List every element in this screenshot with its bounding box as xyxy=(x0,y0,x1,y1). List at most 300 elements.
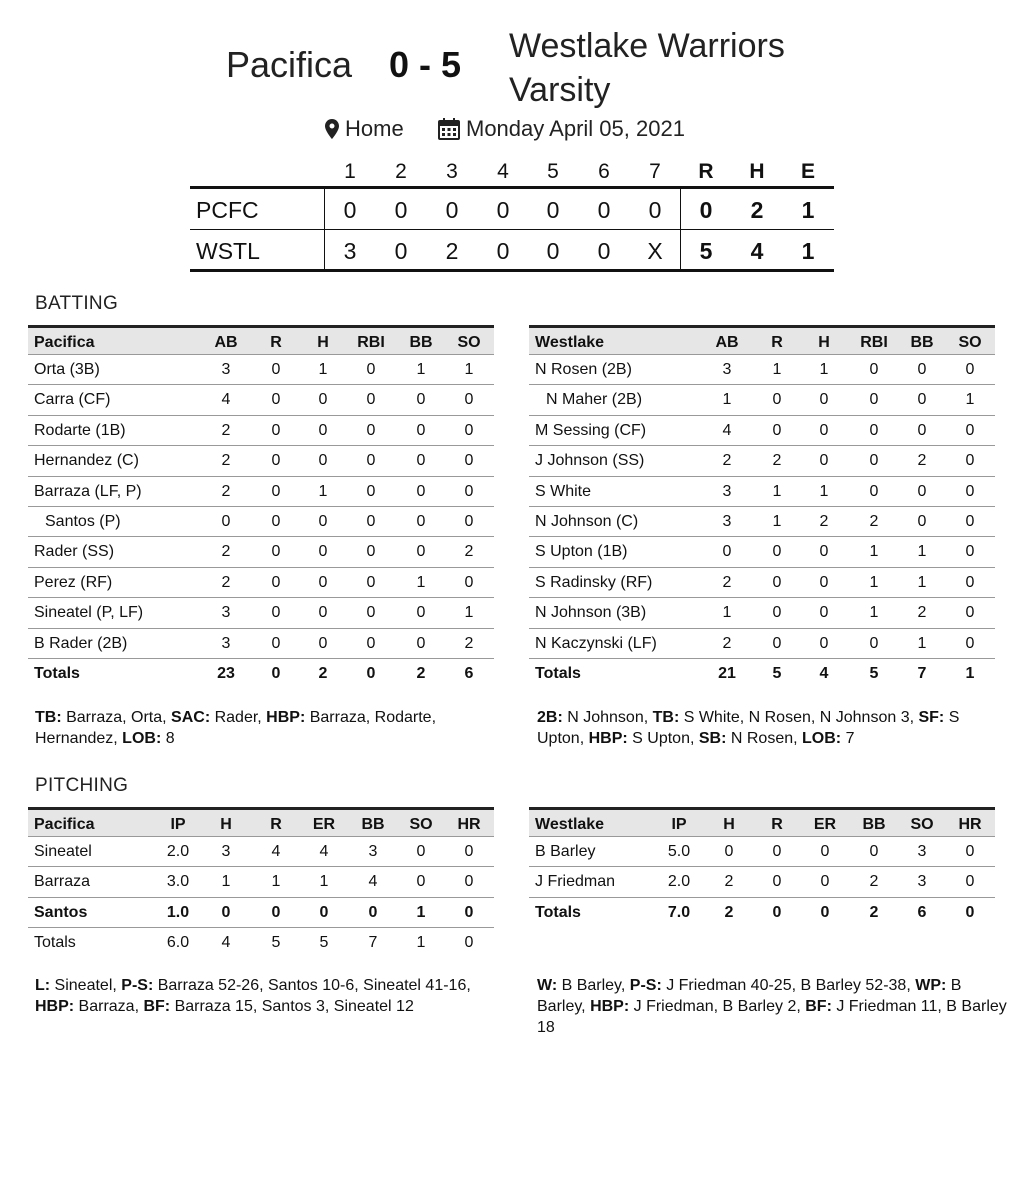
stat-r: 0 xyxy=(772,634,782,652)
batting-pacifica-row xyxy=(28,537,494,567)
final-score: 0 - 5 xyxy=(389,44,462,85)
column-header-team: Westlake xyxy=(535,816,605,833)
batting-westlake-row xyxy=(529,385,995,415)
stat-so: 0 xyxy=(464,391,474,409)
stat-rbi: 0 xyxy=(366,512,376,530)
player-name: Santos (P) xyxy=(45,512,121,530)
pitching-title: PITCHING xyxy=(35,775,129,796)
stat-r: 0 xyxy=(772,843,782,860)
inning-score: 0 xyxy=(445,197,459,223)
stat-bb: 1 xyxy=(416,361,426,378)
home-team-name: Pacifica xyxy=(226,44,353,85)
player-name: Hernandez (C) xyxy=(34,452,139,470)
stat-bb: 0 xyxy=(869,843,879,860)
stat-r: 0 xyxy=(772,903,782,921)
stat-so: 1 xyxy=(464,361,474,378)
pitching-pacifica-row xyxy=(28,867,494,897)
note-value: Barraza 15, Santos 3, Sineatel 12 xyxy=(170,998,414,1015)
batting-westlake-row xyxy=(529,446,995,476)
stat-bb: 1 xyxy=(416,573,426,591)
stat-r: 4 xyxy=(271,843,281,860)
stat-so: 0 xyxy=(965,452,975,470)
note-value: Sineatel, xyxy=(50,977,122,994)
location xyxy=(325,116,404,142)
stat-ab: 3 xyxy=(722,482,732,500)
stat-ip: 3.0 xyxy=(166,873,190,891)
game-header xyxy=(0,0,1031,110)
map-pin-icon xyxy=(325,119,339,139)
note-value: J Friedman 40-25, B Barley 52-38, xyxy=(661,977,916,994)
stat-rbi: 0 xyxy=(869,482,879,500)
inning-score: 3 xyxy=(343,238,357,264)
stat-h: 2 xyxy=(318,664,328,682)
stat-rbi: 0 xyxy=(869,361,879,378)
stat-hr: 0 xyxy=(965,903,975,921)
stat-ab: 3 xyxy=(221,634,231,652)
stat-h: 0 xyxy=(318,421,328,439)
stat-er: 0 xyxy=(319,903,329,921)
player-name: N Kaczynski (LF) xyxy=(535,634,657,652)
stat-rbi: 0 xyxy=(366,391,376,409)
stat-so: 0 xyxy=(965,604,975,622)
note-key: SB: xyxy=(698,730,727,747)
column-header-r: R xyxy=(771,816,783,833)
stat-r: 0 xyxy=(271,634,281,652)
stat-ip: 7.0 xyxy=(667,903,691,921)
stat-bb: 1 xyxy=(917,634,927,652)
note-key: SF: xyxy=(918,709,945,726)
stat-ip: 2.0 xyxy=(667,873,691,891)
team-abbr: PCFC xyxy=(196,197,259,223)
player-name: B Barley xyxy=(535,843,596,860)
stat-r: 5 xyxy=(772,664,782,682)
stat-ab: 4 xyxy=(221,391,231,409)
inning-header: 5 xyxy=(547,160,559,183)
player-name: J Johnson (SS) xyxy=(535,452,645,470)
player-name: Rader (SS) xyxy=(34,543,115,561)
stat-bb: 0 xyxy=(416,604,426,622)
column-header-h: H xyxy=(818,334,830,351)
column-header-bb: BB xyxy=(409,334,433,351)
stat-so: 0 xyxy=(464,421,474,439)
stat-r: 0 xyxy=(271,361,281,378)
note-value: B Barley, xyxy=(537,977,962,1015)
inning-header: 2 xyxy=(395,160,407,183)
totals-label: Totals xyxy=(535,903,581,921)
stat-r: 0 xyxy=(271,452,281,470)
hits-total: 2 xyxy=(750,197,764,223)
location-label: Home xyxy=(345,116,404,141)
pitching-notes-pacifica xyxy=(35,975,505,1017)
stat-so: 0 xyxy=(416,873,426,891)
totals-label: Totals xyxy=(34,664,80,682)
stat-r: 0 xyxy=(772,421,782,439)
game-meta xyxy=(0,116,1031,146)
player-name: N Johnson (C) xyxy=(535,512,639,530)
batting-pacifica-row xyxy=(28,568,494,598)
stat-bb: 2 xyxy=(416,664,426,682)
note-key: HBP: xyxy=(266,709,306,726)
note-key: LOB: xyxy=(122,730,162,747)
note-value: 7 xyxy=(841,730,855,747)
stat-bb: 1 xyxy=(917,573,927,591)
stat-ip: 2.0 xyxy=(166,843,190,860)
stat-so: 0 xyxy=(965,634,975,652)
line-score-header xyxy=(190,158,834,186)
stat-r: 2 xyxy=(772,452,782,470)
stat-bb: 7 xyxy=(917,664,927,682)
stat-er: 5 xyxy=(319,934,329,952)
stat-so: 0 xyxy=(464,482,474,500)
note-key: TB: xyxy=(652,709,680,726)
errors-header: E xyxy=(800,160,815,183)
player-name: S Upton (1B) xyxy=(535,543,628,561)
column-header-team: Westlake xyxy=(535,334,605,351)
column-header-r: R xyxy=(270,816,282,833)
batting-notes-pacifica xyxy=(35,707,505,749)
stat-h: 0 xyxy=(819,421,829,439)
stat-so: 0 xyxy=(464,452,474,470)
stat-r: 0 xyxy=(772,604,782,622)
stat-rbi: 1 xyxy=(869,604,879,622)
stat-so: 1 xyxy=(965,391,975,409)
stat-h: 0 xyxy=(819,391,829,409)
player-name: B Rader (2B) xyxy=(34,634,128,652)
pitching-pacifica-row xyxy=(28,898,494,928)
totals-label: Totals xyxy=(34,934,76,952)
note-value: S Upton, xyxy=(537,709,960,747)
column-header-so: SO xyxy=(409,816,433,833)
line-score-row-pcfc xyxy=(190,189,834,229)
stat-rbi: 0 xyxy=(869,421,879,439)
stat-ip: 6.0 xyxy=(166,934,190,952)
stat-r: 0 xyxy=(271,664,281,682)
inning-header: 4 xyxy=(497,160,509,183)
batting-westlake-row xyxy=(529,507,995,537)
stat-bb: 0 xyxy=(416,634,426,652)
column-header-so: SO xyxy=(457,334,481,351)
stat-ip: 1.0 xyxy=(166,903,190,921)
note-key: L: xyxy=(35,977,51,994)
player-name: Perez (RF) xyxy=(34,573,113,591)
stat-ab: 4 xyxy=(722,421,732,439)
note-value: Barraza 52-26, Santos 10-6, Sineatel 41-16, xyxy=(153,977,471,994)
inning-score: 0 xyxy=(546,197,560,223)
inning-score: 0 xyxy=(394,238,408,264)
stat-r: 0 xyxy=(271,573,281,591)
column-header-team: Pacifica xyxy=(34,816,95,833)
stat-so: 2 xyxy=(464,634,474,652)
note-key: P-S: xyxy=(121,977,154,994)
inning-header: 7 xyxy=(649,160,661,183)
stat-r: 1 xyxy=(772,482,782,500)
column-header-ab: AB xyxy=(214,334,238,351)
stat-rbi: 0 xyxy=(366,452,376,470)
stat-r: 1 xyxy=(772,361,782,378)
stat-rbi: 0 xyxy=(869,391,879,409)
stat-bb: 2 xyxy=(869,903,879,921)
line-score-row-wstl xyxy=(190,229,834,269)
column-header-h: H xyxy=(317,334,329,351)
batting-westlake-row xyxy=(529,355,995,385)
inning-score: 0 xyxy=(648,197,662,223)
stat-ab: 3 xyxy=(722,361,732,378)
team-abbr: WSTL xyxy=(196,238,260,264)
batting-pacifica-row xyxy=(28,446,494,476)
stat-bb: 0 xyxy=(368,903,378,921)
stat-ab: 2 xyxy=(221,421,231,439)
stat-so: 1 xyxy=(464,604,474,622)
stat-r: 1 xyxy=(271,873,281,891)
player-name: Rodarte (1B) xyxy=(34,421,126,439)
pitching-notes-westlake xyxy=(537,975,1007,1038)
stat-ab: 1 xyxy=(722,604,732,622)
stat-hr: 0 xyxy=(464,843,474,860)
stat-h: 1 xyxy=(318,361,328,378)
stat-h: 0 xyxy=(318,543,328,561)
player-name: N Rosen (2B) xyxy=(535,361,632,378)
stat-so: 0 xyxy=(965,573,975,591)
stat-bb: 0 xyxy=(917,391,927,409)
note-value: S Upton, xyxy=(627,730,699,747)
stat-ip: 5.0 xyxy=(667,843,691,860)
stat-rbi: 0 xyxy=(366,573,376,591)
column-header-hr: HR xyxy=(457,816,481,833)
batting-pacifica-header-row xyxy=(28,325,494,355)
stat-ab: 3 xyxy=(221,361,231,378)
stat-so: 1 xyxy=(416,934,426,952)
inning-header: 6 xyxy=(598,160,610,183)
stat-r: 1 xyxy=(772,512,782,530)
batting-pacifica-row xyxy=(28,477,494,507)
line-score xyxy=(190,158,834,264)
batting-westlake-row xyxy=(529,568,995,598)
player-name: Barraza xyxy=(34,873,91,891)
column-header-er: ER xyxy=(813,816,837,833)
stat-bb: 0 xyxy=(416,452,426,470)
inning-header: 3 xyxy=(446,160,458,183)
note-value: N Rosen, xyxy=(726,730,803,747)
player-name: M Sessing (CF) xyxy=(535,421,647,439)
pitching-pacifica-row xyxy=(28,837,494,867)
stat-hr: 0 xyxy=(965,843,975,860)
batting-pacifica-row xyxy=(28,598,494,628)
column-header-ip: IP xyxy=(170,816,186,833)
errors-total: 1 xyxy=(801,238,815,264)
calendar-icon xyxy=(438,118,460,140)
player-name: Orta (3B) xyxy=(34,361,100,378)
stat-ab: 2 xyxy=(221,573,231,591)
column-header-hr: HR xyxy=(958,816,982,833)
stat-hr: 0 xyxy=(464,934,474,952)
inning-score: 0 xyxy=(496,238,510,264)
away-team-name: Westlake Warriors Varsity xyxy=(509,27,785,109)
runs-total: 0 xyxy=(699,197,713,223)
stat-hr: 0 xyxy=(965,873,975,891)
stat-rbi: 0 xyxy=(366,482,376,500)
stat-bb: 0 xyxy=(917,361,927,378)
stat-bb: 0 xyxy=(917,482,927,500)
stat-r: 0 xyxy=(772,391,782,409)
errors-total: 1 xyxy=(801,197,815,223)
stat-so: 6 xyxy=(917,903,927,921)
stat-rbi: 0 xyxy=(366,664,376,682)
stat-ab: 0 xyxy=(722,543,732,561)
note-key: LOB: xyxy=(802,730,842,747)
batting-pacifica-totals-row xyxy=(28,659,494,689)
pitching-westlake-row xyxy=(529,837,995,867)
note-key: P-S: xyxy=(629,977,662,994)
stat-ab: 3 xyxy=(221,604,231,622)
player-name: S White xyxy=(535,482,592,500)
batting-pacifica-row xyxy=(28,416,494,446)
pitching-westlake-totals-row xyxy=(529,898,995,928)
stat-r: 0 xyxy=(772,573,782,591)
note-key: BF: xyxy=(143,998,171,1015)
note-value: B Barley, xyxy=(557,977,630,994)
stat-ab: 21 xyxy=(718,664,736,682)
stat-so: 6 xyxy=(464,664,474,682)
stat-bb: 0 xyxy=(917,512,927,530)
stat-rbi: 2 xyxy=(869,512,879,530)
column-header-ip: IP xyxy=(671,816,687,833)
stat-ab: 2 xyxy=(221,482,231,500)
stat-r: 0 xyxy=(772,873,782,891)
batting-westlake-row xyxy=(529,598,995,628)
note-key: HBP: xyxy=(588,730,628,747)
player-name: N Maher (2B) xyxy=(546,391,643,409)
column-header-bb: BB xyxy=(862,816,886,833)
inning-header: 1 xyxy=(344,160,356,183)
note-key: BF: xyxy=(805,998,832,1015)
stat-ab: 2 xyxy=(221,452,231,470)
stat-h: 0 xyxy=(819,604,829,622)
column-header-so: SO xyxy=(910,816,934,833)
batting-pacifica-row xyxy=(28,507,494,537)
stat-er: 4 xyxy=(319,843,329,860)
game-date xyxy=(438,116,685,142)
stat-ab: 3 xyxy=(722,512,732,530)
stat-ab: 1 xyxy=(722,391,732,409)
column-header-bb: BB xyxy=(910,334,934,351)
stat-h: 2 xyxy=(819,512,829,530)
stat-rbi: 0 xyxy=(366,361,376,378)
note-value: 8 xyxy=(161,730,175,747)
stat-so: 3 xyxy=(917,843,927,860)
stat-bb: 2 xyxy=(917,452,927,470)
stat-so: 0 xyxy=(464,573,474,591)
batting-title: BATTING xyxy=(35,293,119,314)
stat-h: 4 xyxy=(819,664,829,682)
column-header-er: ER xyxy=(312,816,336,833)
stat-h: 4 xyxy=(221,934,231,952)
stat-bb: 4 xyxy=(368,873,378,891)
stat-bb: 3 xyxy=(368,843,378,860)
inning-score: 0 xyxy=(343,197,357,223)
inning-score: 0 xyxy=(597,238,611,264)
stat-ab: 2 xyxy=(722,634,732,652)
stat-so: 0 xyxy=(965,512,975,530)
stat-rbi: 0 xyxy=(366,604,376,622)
stat-rbi: 1 xyxy=(869,573,879,591)
date-label: Monday April 05, 2021 xyxy=(466,116,685,141)
stat-so: 1 xyxy=(965,664,975,682)
player-name: N Johnson (3B) xyxy=(535,604,647,622)
stat-r: 0 xyxy=(271,604,281,622)
stat-so: 1 xyxy=(416,903,426,921)
stat-so: 0 xyxy=(965,361,975,378)
column-header-h: H xyxy=(220,816,232,833)
column-header-rbi: RBI xyxy=(357,334,385,351)
stat-rbi: 0 xyxy=(366,421,376,439)
stat-h: 0 xyxy=(819,452,829,470)
stat-h: 2 xyxy=(724,873,734,891)
note-key: WP: xyxy=(915,977,947,994)
stat-bb: 0 xyxy=(416,421,426,439)
stat-h: 1 xyxy=(318,482,328,500)
stat-r: 5 xyxy=(271,934,281,952)
player-name: Santos xyxy=(34,903,88,921)
batting-westlake-row xyxy=(529,416,995,446)
inning-score: X xyxy=(647,238,663,264)
player-name: S Radinsky (RF) xyxy=(535,573,653,591)
stat-rbi: 1 xyxy=(869,543,879,561)
stat-ab: 23 xyxy=(217,664,235,682)
player-name: Sineatel xyxy=(34,843,92,860)
stat-hr: 0 xyxy=(464,903,474,921)
stat-h: 0 xyxy=(318,634,328,652)
note-value: Barraza, Rodarte, Hernandez, xyxy=(35,709,437,747)
note-key: HBP: xyxy=(35,998,75,1015)
player-name: J Friedman xyxy=(535,873,616,891)
stat-r: 0 xyxy=(271,512,281,530)
inning-score: 0 xyxy=(496,197,510,223)
stat-ab: 0 xyxy=(221,512,231,530)
batting-pacifica-row xyxy=(28,385,494,415)
stat-rbi: 0 xyxy=(869,634,879,652)
pitching-table-pacifica xyxy=(28,807,494,959)
stat-er: 0 xyxy=(820,873,830,891)
note-value: N Johnson, xyxy=(562,709,653,726)
stat-h: 0 xyxy=(318,391,328,409)
note-value: S White, N Rosen, N Johnson 3, xyxy=(679,709,919,726)
note-key: W: xyxy=(537,977,558,994)
batting-westlake-totals-row xyxy=(529,659,995,689)
stat-r: 0 xyxy=(271,391,281,409)
stat-h: 3 xyxy=(221,843,231,860)
stat-so: 0 xyxy=(416,843,426,860)
note-value: J Friedman, B Barley 2, xyxy=(629,998,806,1015)
stat-bb: 1 xyxy=(917,543,927,561)
stat-rbi: 0 xyxy=(869,452,879,470)
stat-h: 0 xyxy=(819,543,829,561)
stat-r: 0 xyxy=(271,903,281,921)
pitching-pacifica-header-row xyxy=(28,807,494,837)
stat-h: 0 xyxy=(819,634,829,652)
batting-pacifica-row xyxy=(28,355,494,385)
inning-score: 2 xyxy=(445,238,459,264)
note-value: Barraza, Orta, xyxy=(61,709,172,726)
note-key: TB: xyxy=(35,709,62,726)
column-header-rbi: RBI xyxy=(860,334,888,351)
totals-label: Totals xyxy=(535,664,581,682)
runs-total: 5 xyxy=(699,238,713,264)
runs-header: R xyxy=(698,160,714,183)
column-header-so: SO xyxy=(958,334,982,351)
stat-h: 0 xyxy=(724,843,734,860)
stat-so: 0 xyxy=(464,512,474,530)
stat-bb: 0 xyxy=(416,543,426,561)
